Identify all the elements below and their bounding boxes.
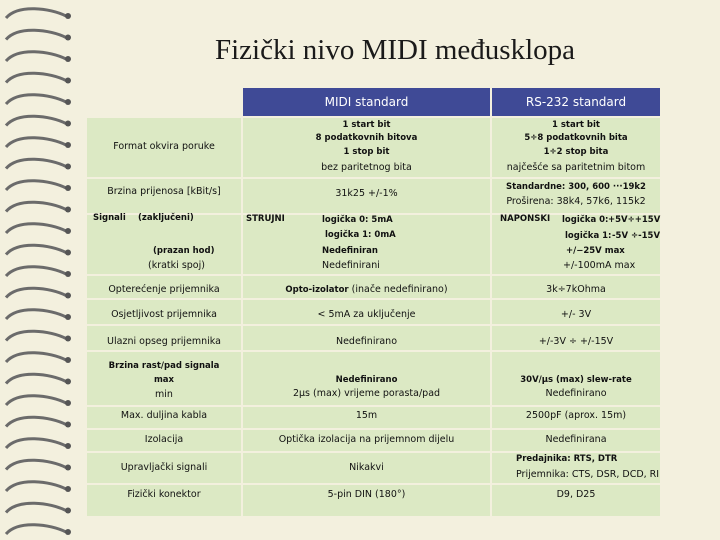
midi-format-line3: 1 stop bit bbox=[343, 147, 390, 157]
row-label-range: Ulazni opseg prijemnika bbox=[107, 336, 221, 347]
binding-hole bbox=[65, 207, 71, 213]
row-divider bbox=[87, 298, 660, 300]
binding-ring bbox=[6, 288, 66, 297]
rs-sensitivity: +/- 3V bbox=[560, 309, 592, 320]
rs-signal-logic0-value: +5V÷+15V bbox=[608, 215, 661, 225]
binding-ring bbox=[6, 310, 66, 319]
binding-ring bbox=[6, 73, 66, 82]
row-divider bbox=[87, 451, 660, 453]
binding-hole bbox=[65, 142, 71, 148]
binding-hole bbox=[65, 56, 71, 62]
signals-open-label: (prazan hod) bbox=[153, 246, 215, 256]
row-label-slew: Brzina rast/pad signala bbox=[108, 361, 220, 371]
row-divider bbox=[87, 483, 660, 485]
rs-control-receiver: Prijemnika: CTS, DSR, DCD, RI bbox=[516, 469, 660, 480]
midi-signal-open: Nedefiniran bbox=[322, 246, 378, 256]
row-label-isolation: Izolacija bbox=[144, 434, 184, 445]
midi-signal-logic0: logička 0: 5mA bbox=[322, 215, 393, 225]
binding-hole bbox=[65, 13, 71, 19]
row-label-load: Opterećenje prijemnika bbox=[108, 284, 220, 295]
binding-ring bbox=[6, 267, 66, 276]
binding-ring bbox=[6, 159, 66, 168]
binding-hole bbox=[65, 336, 71, 342]
row-divider bbox=[87, 350, 660, 352]
row-label-control: Upravljački signali bbox=[120, 462, 208, 473]
row-divider bbox=[87, 324, 660, 326]
binding-hole bbox=[65, 250, 71, 256]
row-label-speed: Brzina prijenosa [kBit/s] bbox=[107, 186, 221, 197]
binding-ring bbox=[6, 245, 66, 254]
binding-ring bbox=[6, 525, 66, 534]
midi-isolation: Optička izolacija na prijemnom dijelu bbox=[278, 434, 455, 445]
binding-hole bbox=[65, 422, 71, 428]
row-divider bbox=[87, 274, 660, 276]
row-label-format: Format okvira poruke bbox=[113, 141, 215, 152]
midi-load-bold: Opto-izolator bbox=[285, 285, 349, 295]
midi-signal-logic1: logička 1: 0mA bbox=[325, 230, 396, 240]
binding-ring bbox=[6, 9, 66, 18]
spiral-binding-decoration bbox=[0, 0, 74, 540]
rs-range: +/-3V ÷ +/-15V bbox=[538, 336, 614, 347]
rs-slew-min: Nedefinirano bbox=[545, 388, 607, 399]
binding-hole bbox=[65, 164, 71, 170]
binding-ring bbox=[6, 503, 66, 512]
binding-hole bbox=[65, 314, 71, 320]
rs-control-transmitter: Predajnika: RTS, DTR bbox=[516, 454, 618, 464]
midi-slew-max: Nedefinirano bbox=[335, 375, 398, 385]
rs-signal-type: NAPONSKI bbox=[500, 214, 551, 224]
binding-ring bbox=[6, 138, 66, 147]
signals-short-label: (kratki spoj) bbox=[148, 260, 205, 271]
slide-title: Fizički nivo MIDI međusklopa bbox=[214, 34, 576, 66]
rs-isolation: Nedefinirana bbox=[545, 434, 607, 445]
binding-ring bbox=[6, 396, 66, 405]
rs-cable: 2500pF (aprox. 15m) bbox=[525, 410, 627, 421]
midi-load bbox=[243, 284, 490, 296]
midi-speed: 31k25 +/-1% bbox=[335, 188, 398, 199]
midi-format-line2: 8 podatkovnih bitova bbox=[315, 133, 418, 143]
header-midi: MIDI standard bbox=[243, 88, 490, 116]
binding-ring bbox=[6, 202, 66, 211]
rs-load: 3k÷7kOhma bbox=[546, 284, 606, 295]
midi-connector: 5-pin DIN (180°) bbox=[327, 489, 406, 500]
rs-connector: D9, D25 bbox=[556, 489, 596, 500]
signals-closed-label: (zaključeni) bbox=[138, 213, 194, 223]
binding-ring bbox=[6, 417, 66, 426]
row-label-slew-max: max bbox=[153, 375, 175, 385]
binding-ring bbox=[6, 116, 66, 125]
rs-signal-max-current: +/-100mA max bbox=[563, 260, 636, 271]
rs-speed-line2: Proširena: 38k4, 57k6, 115k2 bbox=[506, 196, 646, 207]
binding-ring bbox=[6, 460, 66, 469]
binding-hole bbox=[65, 121, 71, 127]
binding-hole bbox=[65, 357, 71, 363]
binding-hole bbox=[65, 529, 71, 535]
row-label-connector: Fizički konektor bbox=[127, 489, 201, 500]
binding-hole bbox=[65, 465, 71, 471]
midi-signal-short: Nedefinirani bbox=[322, 260, 380, 271]
midi-cable: 15m bbox=[355, 410, 378, 421]
binding-ring bbox=[6, 482, 66, 491]
binding-hole bbox=[65, 99, 71, 105]
rs-slew-max: 30V/μs (max) slew-rate bbox=[520, 375, 632, 385]
rs-signal-max-voltage: +/−25V max bbox=[566, 246, 625, 256]
binding-ring bbox=[6, 331, 66, 340]
midi-load-rest: (inače nedefinirano) bbox=[348, 284, 448, 295]
binding-ring bbox=[6, 439, 66, 448]
binding-ring bbox=[6, 30, 66, 39]
midi-signal-type: STRUJNI bbox=[246, 214, 285, 224]
row-label-slew-min: min bbox=[155, 389, 173, 400]
binding-hole bbox=[65, 78, 71, 84]
midi-control: Nikakvi bbox=[349, 462, 384, 473]
binding-hole bbox=[65, 508, 71, 514]
binding-hole bbox=[65, 293, 71, 299]
midi-format-line4: bez paritetnog bita bbox=[321, 162, 412, 173]
binding-ring bbox=[6, 353, 66, 362]
binding-hole bbox=[65, 400, 71, 406]
midi-slew-min: 2μs (max) vrijeme porasta/pad bbox=[292, 388, 441, 399]
rs-signal-logic1-value: -5V ÷-15V bbox=[612, 231, 661, 241]
binding-hole bbox=[65, 443, 71, 449]
binding-hole bbox=[65, 271, 71, 277]
rs-format-line3: 1÷2 stop bita bbox=[543, 147, 609, 157]
binding-ring bbox=[6, 95, 66, 104]
midi-format-line1: 1 start bit bbox=[342, 120, 391, 130]
binding-ring bbox=[6, 52, 66, 61]
binding-hole bbox=[65, 35, 71, 41]
row-label-sensitivity: Osjetljivost prijemnika bbox=[111, 309, 217, 320]
rs-speed-line1: Standardne: 300, 600 ···19k2 bbox=[506, 182, 646, 192]
rs-format-line2: 5÷8 podatkovnih bita bbox=[524, 133, 628, 143]
binding-hole bbox=[65, 486, 71, 492]
row-divider bbox=[87, 428, 660, 430]
midi-range: Nedefinirano bbox=[335, 336, 398, 347]
binding-hole bbox=[65, 379, 71, 385]
row-label-signals: Signali bbox=[93, 213, 126, 223]
rs-format-line4: najčešće sa paritetnim bitom bbox=[506, 162, 646, 173]
binding-ring bbox=[6, 181, 66, 190]
rs-format-line1: 1 start bit bbox=[551, 120, 600, 130]
header-rs232: RS-232 standard bbox=[492, 88, 660, 116]
binding-ring bbox=[6, 224, 66, 233]
midi-sensitivity: < 5mA za uključenje bbox=[317, 309, 416, 320]
binding-hole bbox=[65, 228, 71, 234]
rs-signal-logic0-label: logička 0: bbox=[562, 215, 609, 225]
row-label-cable: Max. duljina kabla bbox=[120, 410, 208, 421]
binding-hole bbox=[65, 185, 71, 191]
row-divider bbox=[87, 177, 660, 179]
row-divider bbox=[87, 405, 660, 407]
binding-ring bbox=[6, 374, 66, 383]
rs-signal-logic1-label: logička 1: bbox=[565, 231, 612, 241]
